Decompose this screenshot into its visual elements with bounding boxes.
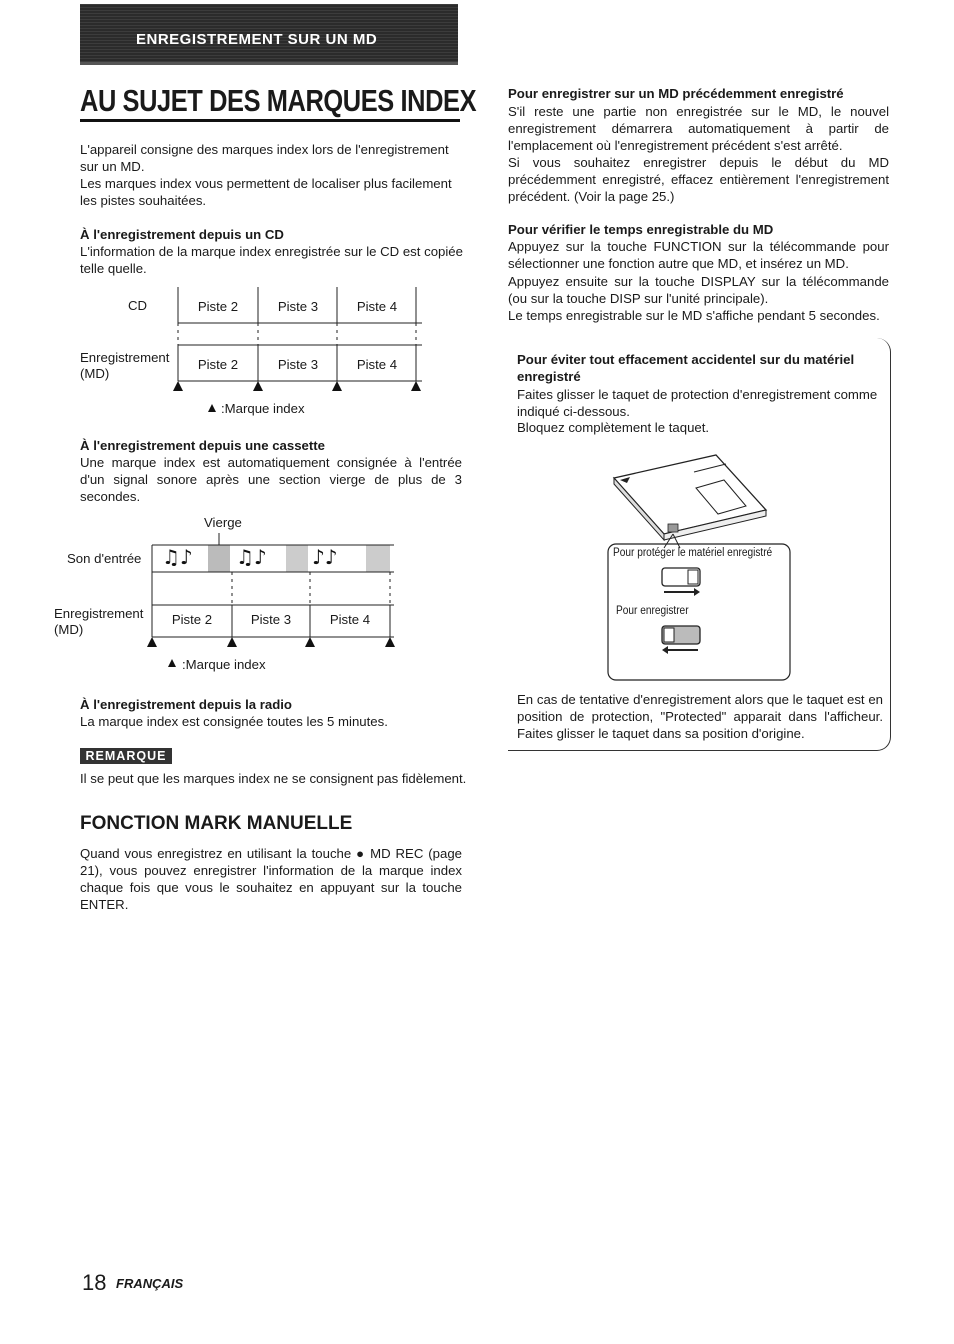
time-heading: Pour vérifier le temps enregistrable du MD (508, 222, 774, 237)
time-text-2: Appuyez ensuite sur la touche DISPLAY sur la télécommande (ou sur la touche DISP sur l'unité principale). (508, 274, 889, 306)
cd-diagram (54, 285, 434, 420)
manual-text: Quand vous enregistrez en utilisant la touche ● MD REC (page 21), vous pouvez enregistrer l'information de la marque index chaque fois que vous le souhaitez en appuyant sur la touche ENTER. (80, 846, 462, 912)
record-label: Pour enregistrer (616, 605, 689, 617)
cassette-md-track-3: Piste 3 (250, 612, 292, 627)
box-heading: Pour éviter tout effacement accidentel sur du matériel enregistré (517, 352, 855, 384)
legend-mark-icon (168, 659, 176, 667)
md-row-label: Enregistrement (MD) (54, 606, 144, 637)
time-text-1: Appuyez sur la touche FUNCTION sur la télécommande pour sélectionner une fonction autre que MD, et insérez un MD. (508, 239, 889, 271)
index-mark-icon (253, 381, 263, 391)
md-track-3: Piste 3 (277, 357, 319, 372)
cd-legend: :Marque index (221, 401, 305, 416)
page-title: AU SUJET DES MARQUES INDEX (80, 83, 477, 118)
cassette-md-track-4: Piste 4 (329, 612, 371, 627)
intro-paragraph-1: L'appareil consigne des marques index lors de l'enregistrement sur un MD. (80, 142, 449, 174)
input-row-label: Son d'entrée (67, 551, 142, 566)
box-text-1: Faites glisser le taquet de protection d'enregistrement comme indiqué ci-dessous. (517, 387, 878, 419)
blank-label: Vierge (204, 515, 242, 530)
page-number: 18 (82, 1270, 107, 1295)
cassette-diagram (54, 513, 414, 678)
box-text-2: Bloquez complètement le taquet. (517, 420, 710, 435)
md-protect-illustration (606, 450, 796, 685)
prev-recorded-heading: Pour enregistrer sur un MD précédemment enregistré (508, 86, 844, 101)
radio-text: La marque index est consignée toutes les 5 minutes. (80, 714, 388, 729)
protect-label: Pour protéger le matériel enregistré (613, 547, 773, 559)
md-track-2: Piste 2 (197, 357, 239, 372)
time-text-3: Le temps enregistrable sur le MD s'affiche pendant 5 secondes. (508, 308, 880, 323)
svg-text:♫♪: ♫♪ (162, 545, 193, 569)
cassette-md-track-2: Piste 2 (171, 612, 213, 627)
svg-text:♪♪: ♪♪ (312, 545, 338, 569)
index-mark-icon (305, 637, 315, 647)
prev-recorded-text-1: S'il reste une partie non enregistrée sur le MD, le nouvel enregistrement démarrera automatiquement à partir de l'emplacement où l'enregistrement précédent s'est arrêté. (508, 104, 889, 153)
box-text-3: En cas de tentative d'enregistrement alors que le taquet est en position de protection, "Protected" apparait dans l'afficheur. Faites glisser le taquet dans sa position d'origine. (517, 692, 883, 741)
cassette-diagram-lines (54, 513, 414, 653)
index-mark-icon (173, 381, 183, 391)
svg-text:♫♪: ♫♪ (236, 545, 267, 569)
legend-mark-icon (208, 404, 216, 412)
manual-heading: FONCTION MARK MANUELLE (80, 813, 353, 834)
index-mark-icon (332, 381, 342, 391)
index-mark-icon (227, 637, 237, 647)
index-mark-icon (411, 381, 421, 391)
note-text: Il se peut que les marques index ne se consignent pas fidèlement. (80, 771, 467, 786)
cassette-legend: :Marque index (182, 657, 266, 672)
note-label: REMARQUE (80, 748, 172, 764)
page-language: FRANÇAIS (116, 1276, 184, 1291)
cd-row-label: CD (128, 298, 148, 313)
cd-track-2: Piste 2 (197, 299, 239, 314)
prev-recorded-text-2: Si vous souhaitez enregistrer depuis le début du MD précédemment enregistré, effacez entièrement l'enregistrement précédent. (Voir la page 25.) (508, 155, 889, 204)
banner-text: ENREGISTREMENT SUR UN MD (136, 31, 378, 48)
intro-paragraph-2: Les marques index vous permettent de localiser plus facilement les pistes souhaitées. (80, 176, 452, 208)
section-banner (80, 4, 458, 65)
cd-track-4: Piste 4 (356, 299, 398, 314)
cd-track-3: Piste 3 (277, 299, 319, 314)
cd-text: L'information de la marque index enregistrée sur le CD est copiée telle quelle. (80, 244, 463, 276)
cassette-heading: À l'enregistrement depuis une cassette (80, 438, 325, 453)
cd-heading: À l'enregistrement depuis un CD (80, 227, 284, 242)
cassette-text: Une marque index est automatiquement consignée à l'entrée d'un signal sonore après une section vierge de plus de 3 secondes. (80, 455, 462, 504)
md-row-label: Enregistrement (MD) (80, 350, 170, 381)
radio-heading: À l'enregistrement depuis la radio (80, 697, 292, 712)
index-mark-icon (385, 637, 395, 647)
index-mark-icon (147, 637, 157, 647)
title-underline (80, 119, 460, 122)
md-track-4: Piste 4 (356, 357, 398, 372)
